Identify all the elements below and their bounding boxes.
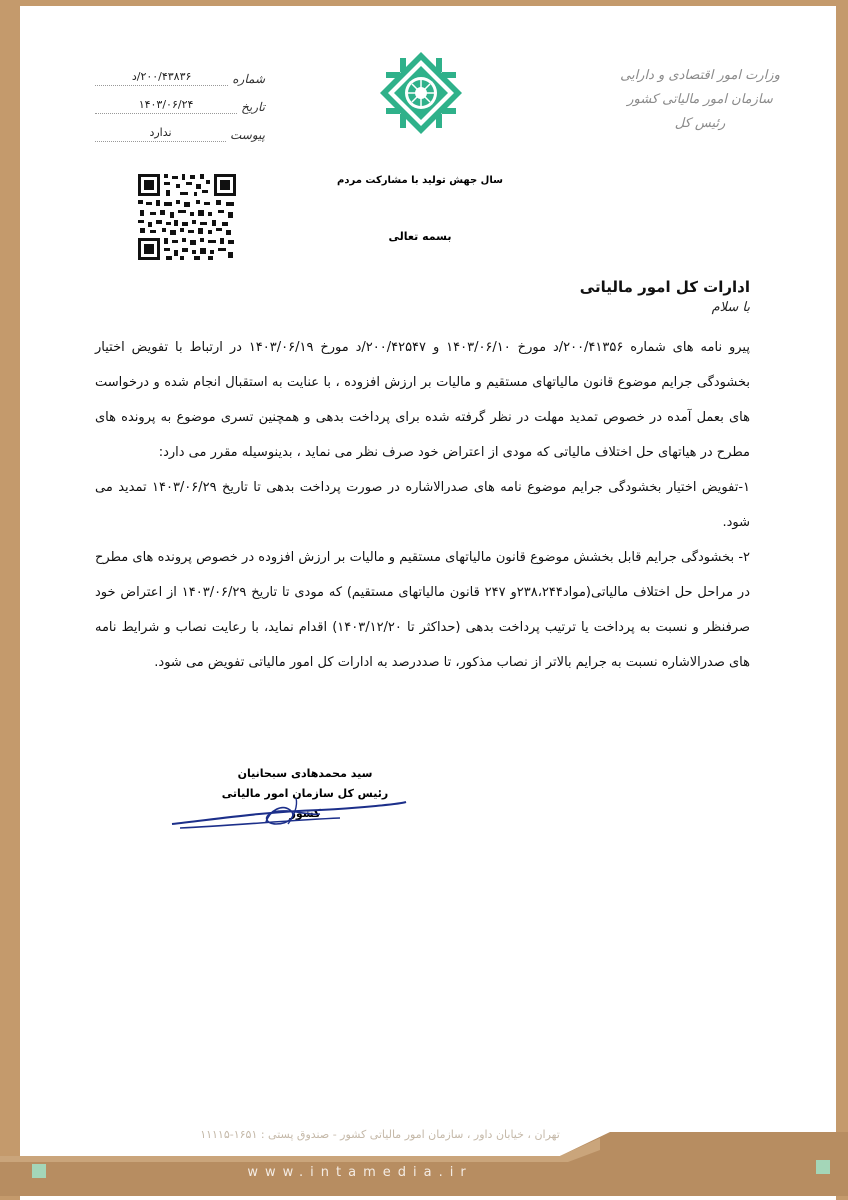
number-row	[95, 58, 265, 86]
signer-title: رئیس کل سازمان امور مالیاتی کشور	[221, 787, 389, 820]
footer-address: تهران ، خیابان داور ، سازمان امور مالیاتی کشور - صندوق پستی : ۱۶۵۱-۱۱۱۱۵	[200, 1128, 560, 1141]
footer-square-left	[32, 1164, 46, 1178]
date-row	[95, 86, 265, 114]
body-item-2: ۲- بخشودگی جرایم قابل بخشش موضوع قانون مالیاتهای مستقیم و مالیات بر ارزش افزوده در خصوص پرونده های مطرح در مراحل حل اختلاف مالیاتی(مواد۲۳۸،۲۴۴و ۲۴۷ قانون مالیاتهای مستقیم) که مودی تا تاریخ ۱۴۰۳/۰۶/۲۹ از اعتراض خود صرفنظر و نسبت به پرداخت یا ترتیب پرداخت بدهی (حداکثر تا ۱۴۰۳/۱۲/۲۰) اقدام نماید، با رعایت نصاب و شرایط نامه های صدرالاشاره نسبت به جرایم بالاتر از نصاب مذکور، تا صددرصد به ادارات کل امور مالیاتی تفویض می شود.	[95, 550, 750, 670]
attachment-value: ندارد	[95, 126, 226, 142]
footer-square-right	[816, 1160, 830, 1174]
number-label: شماره	[232, 72, 265, 86]
invocation: بسمه تعالی	[388, 230, 452, 243]
body-item-1: ۱-تفویض اختیار بخشودگی جرایم موضوع نامه های صدرالاشاره در صورت پرداخت بدهی تا تاریخ ۱۴۰۳/۰۶/۲۹ تمدید می شود.	[95, 480, 750, 530]
handwritten-signature	[170, 790, 410, 840]
letter-body	[95, 330, 750, 680]
footer-band	[0, 1132, 848, 1196]
number-value: ۲۰۰/۴۳۸۳۶/د	[95, 70, 228, 86]
frame-right	[836, 0, 848, 1200]
body-intro: پیرو نامه های شماره ۲۰۰/۴۱۳۵۶/د مورخ ۱۴۰۳/۰۶/۱۰ و ۲۰۰/۴۲۵۴۷/د مورخ ۱۴۰۳/۰۶/۱۹ در ارتباط با تفویض اختیار بخشودگی جرایم موضوع قانون مالیاتهای مستقیم و مالیات بر ارزش افزوده ، با عنایت به استقبال انجام شده و درخواست های بعمل آمده در خصوص تمدید مهلت در نظر گرفته شده برای پرداخت بدهی و همچنین تسری موضوع به پرونده های مطرح در هیاتهای حل اختلاف مالیاتی که مودی از اعتراض خود صرف نظر می نماید ، بدینوسیله مقرر می دارد:	[95, 340, 750, 460]
letter-meta	[95, 58, 265, 142]
frame-top	[0, 0, 848, 6]
ministry-header	[620, 64, 780, 136]
year-slogan: سال جهش تولید با مشارکت مردم	[337, 175, 503, 186]
attachment-label: پیوست	[230, 128, 265, 142]
office-line: رئیس کل	[674, 116, 726, 131]
frame-left	[0, 0, 20, 1200]
signer-name: سید محمدهادی سبحانیان	[237, 767, 373, 780]
organization-line: سازمان امور مالیاتی کشور	[627, 92, 773, 107]
qr-code	[136, 172, 238, 262]
recipient: ادارات کل امور مالیاتی	[579, 278, 750, 296]
ministry-line: وزارت امور اقتصادی و دارایی	[620, 68, 780, 83]
footer-website[interactable]: www.intamedia.ir	[247, 1165, 473, 1180]
date-value: ۱۴۰۳/۰۶/۲۴	[95, 98, 237, 114]
tax-organization-emblem-icon	[380, 52, 462, 134]
date-label: تاریخ	[241, 100, 265, 114]
attachment-row	[95, 114, 265, 142]
greeting: با سلام	[711, 300, 750, 315]
